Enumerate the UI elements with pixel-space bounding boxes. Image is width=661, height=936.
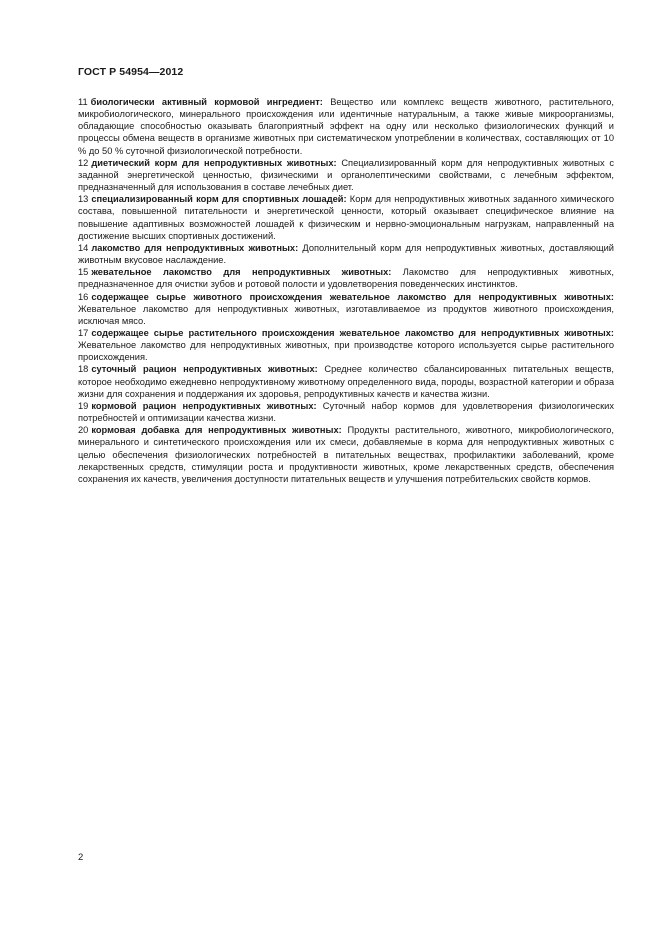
standard-header: ГОСТ Р 54954—2012 — [78, 66, 184, 78]
definition-entry — [78, 157, 614, 193]
entry-number: 16 — [78, 291, 89, 302]
entry-term: диетический корм для непродуктивных животных: — [91, 157, 337, 168]
entry-number: 17 — [78, 327, 89, 338]
entry-text: Продукты растительного, животного, микробиологического, минерального и синтетического происхождения или их смеси, добавляемые в корма для непродуктивных животных с целью обеспечения физиологических потребностей в питательных веществах, профилактики заболеваний, кроме лекарственных средств, стимуляции роста и продуктивности животных, кроме лекарственных средств, обеспечения сохранения их качеств, увеличения доступности питательных веществ и улучшения потребительских свойств кормов. — [78, 425, 614, 484]
entry-number: 13 — [78, 194, 89, 205]
entry-text: Корм для непродуктивных животных заданного химического состава, повышенной питательности и энергетической ценности, который оказывает специфическое влияние на повышение адаптивных возможностей лошадей к физическим и нервно-эмоциональным нагрузкам, направленный на достижение высших спортивных достижений. — [78, 194, 614, 241]
entry-text: Специализированный корм для непродуктивных животных с заданной энергетической ценностью, физическими и органолептическими свойствами, с лечебным эффектом, предназначенный для использования в составе лечебных диет. — [78, 157, 614, 193]
entry-number: 12 — [78, 157, 89, 168]
entry-text: Лакомство для непродуктивных животных, предназначенное для очистки зубов и ротовой полости и удовлетворения поведенческих инстинктов. — [78, 267, 615, 290]
entry-text: Дополнительный корм для непродуктивных животных, доставляющий животным вкусовое наслаждение. — [78, 242, 614, 266]
entry-term: содержащее сырье растительного происхождения жевательное лакомство для непродуктивных животных: — [91, 327, 614, 338]
entry-number: 18 — [78, 364, 89, 375]
entry-term: биологически активный кормовой ингредиент: — [90, 97, 323, 107]
entry-number: 11 — [78, 97, 88, 107]
entry-term: лакомство для непродуктивных животных: — [91, 242, 299, 253]
entry-number: 19 — [78, 400, 89, 411]
definition-entry — [78, 242, 614, 266]
entry-term: суточный рацион непродуктивных животных: — [91, 364, 318, 375]
page-number: 2 — [78, 852, 84, 863]
entry-text: Среднее количество сбалансированных питательных веществ, которое необходимо ежедневно непродуктивному животному определенного вида, породы, возрастной категории и образа жизни для сохранения и поддержания их здоровья, репродуктивных качеств и качества жизни. — [78, 364, 614, 399]
entry-term: кормовая добавка для непродуктивных животных: — [91, 425, 342, 436]
entry-term: жевательное лакомство для непродуктивных животных: — [91, 267, 392, 278]
definition-entry — [78, 266, 614, 290]
definition-entry — [78, 327, 614, 363]
definition-entry — [78, 193, 614, 242]
definition-entry — [78, 424, 614, 485]
entry-number: 15 — [78, 267, 89, 278]
entry-text: Жевательное лакомство для непродуктивных животных, изготавливаемое из продуктов животного происхождения, исключая мясо. — [78, 303, 614, 326]
entry-term: кормовой рацион непродуктивных животных: — [91, 400, 317, 411]
entry-text: Суточный набор кормов для удовлетворения физиологических потребностей и оптимизации качества жизни. — [78, 400, 614, 424]
entry-text: Жевательное лакомство для непродуктивных животных, при производстве которого используется сырье растительного происхождения. — [78, 340, 614, 363]
definition-entry — [78, 291, 614, 327]
definitions-list — [78, 96, 614, 485]
definition-entry — [78, 96, 614, 157]
entry-number: 20 — [78, 425, 89, 436]
entry-text: Вещество или комплекс веществ животного, растительного, микробиологического, минерального происхождения или идентичные натуральным, а также живые микроорганизмы, обладающие способностью оказывать благоприятный эффект на одну или несколько физиологических функций и процессы обмена веществ в организме животных при систематическом употреблении в количествах, составляющих от 10 % до 50 % суточной физиологической потребности. — [78, 97, 614, 156]
entry-term: содержащее сырье животного происхождения жевательное лакомство для непродуктивных животных: — [91, 291, 614, 302]
entry-number: 14 — [78, 242, 89, 253]
definition-entry — [78, 363, 614, 399]
definition-entry — [78, 400, 614, 424]
entry-term: специализированный корм для спортивных лошадей: — [91, 194, 347, 205]
